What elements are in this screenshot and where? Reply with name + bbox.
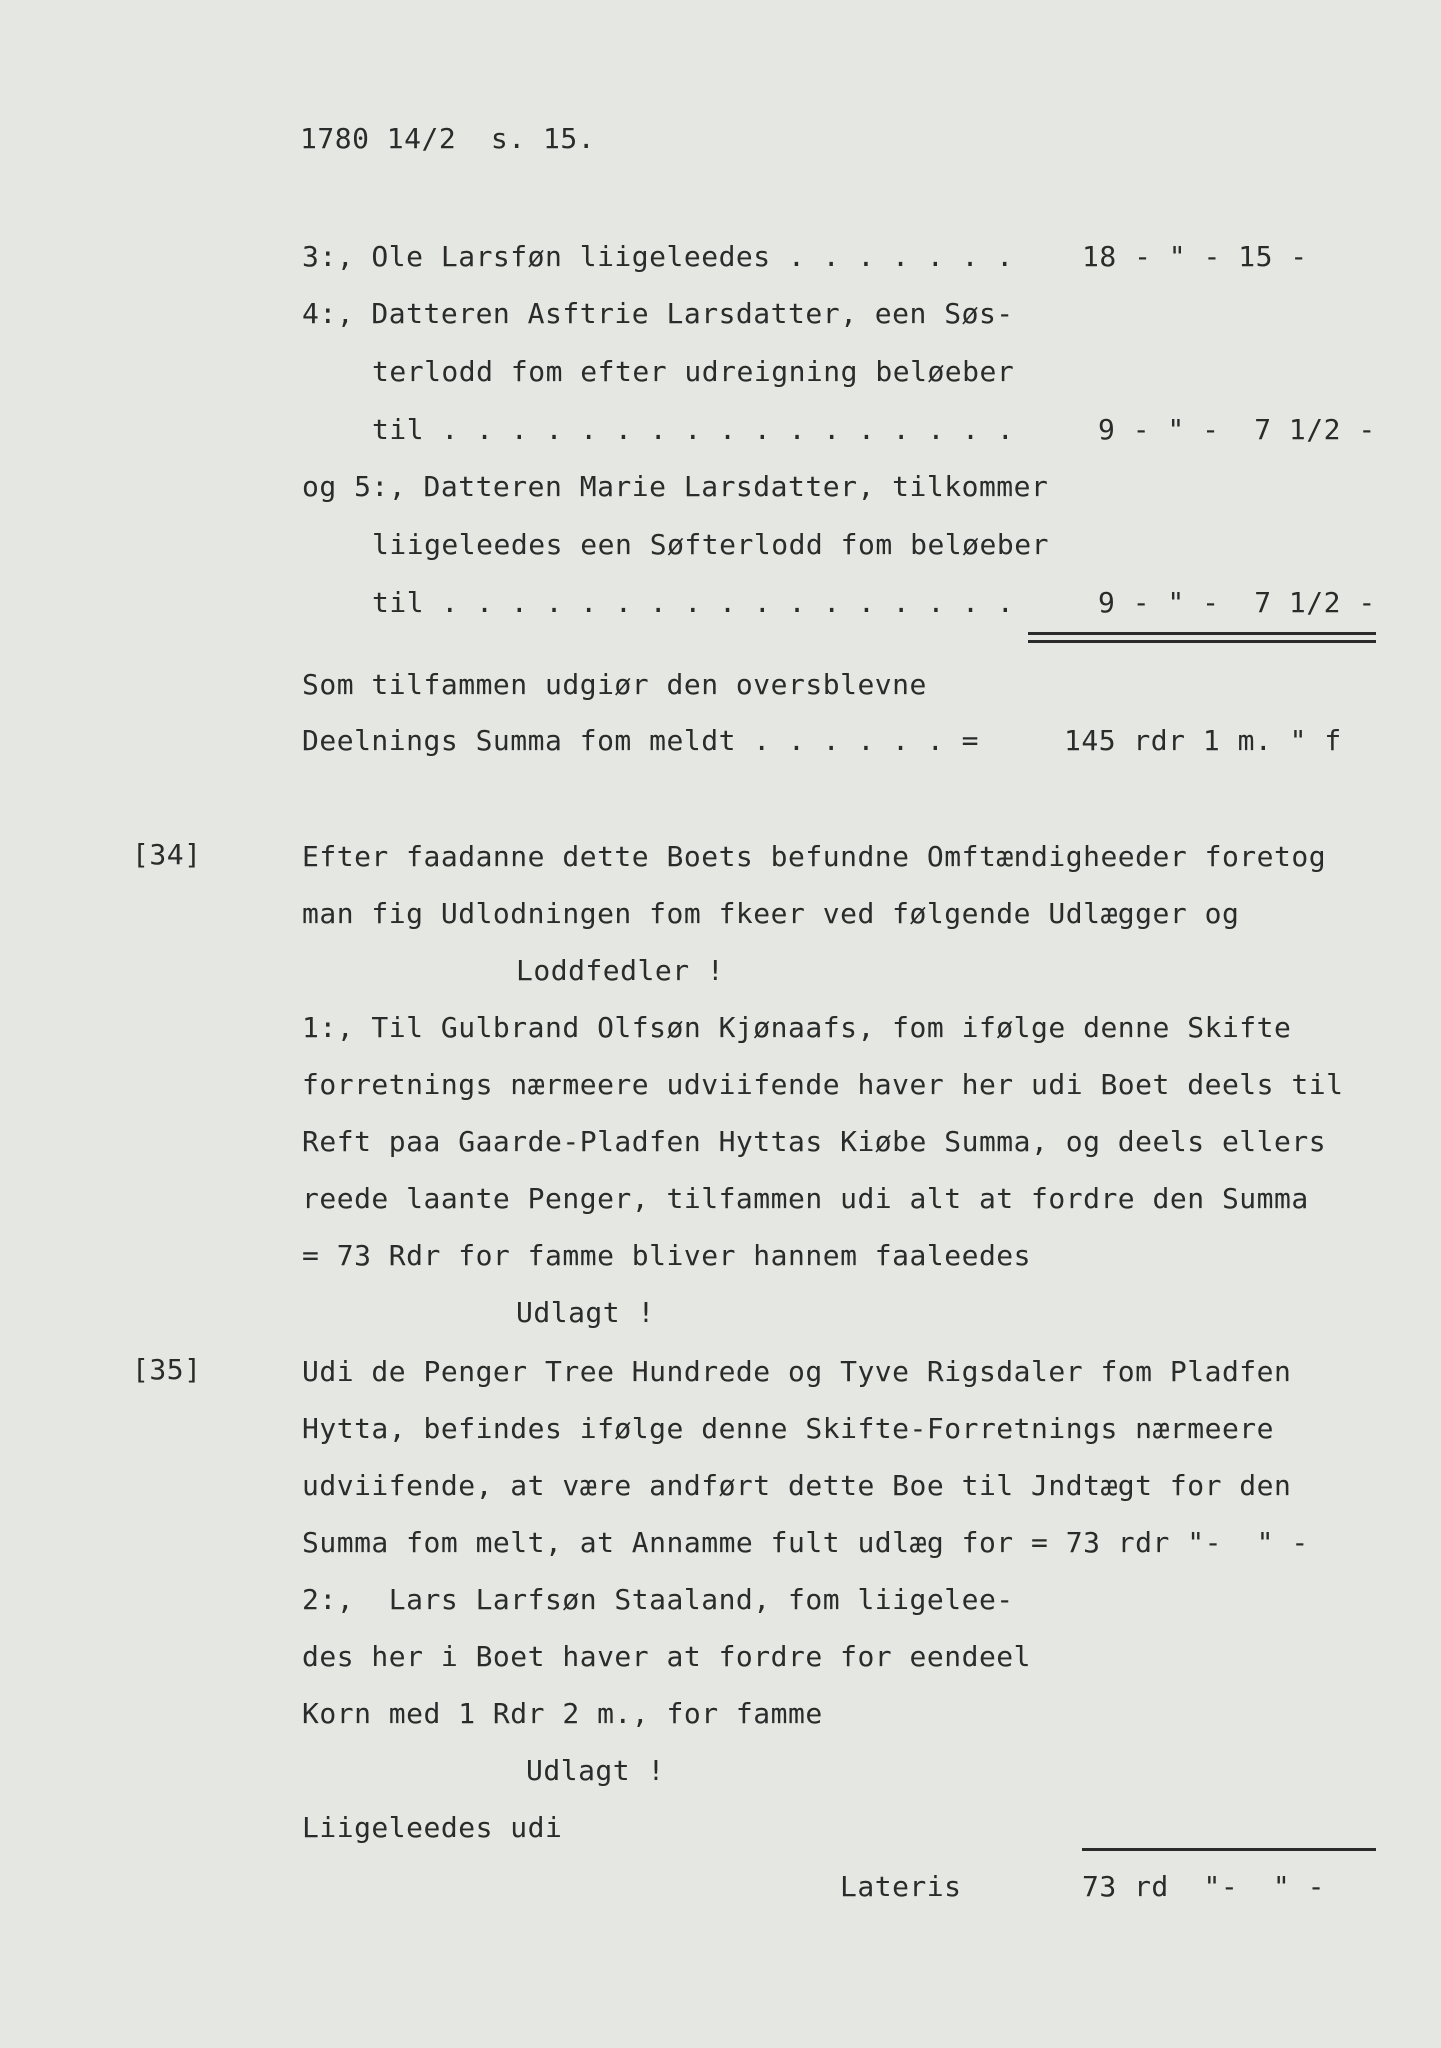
section-35-line-8: Udlagt ! — [526, 1754, 665, 1787]
line-6-text: liigeleedes een Søfterlodd fom beløeber — [372, 528, 1049, 561]
line-5-text: og 5:, Datteren Marie Larsdatter, tilkommer — [302, 470, 1049, 503]
section-34-line-9: Udlagt ! — [516, 1296, 655, 1329]
line-4-amount: 9 - " - 7 1/2 - — [1098, 413, 1376, 446]
line-9-text: Deelnings Summa fom meldt . . . . . . = — [302, 724, 979, 757]
section-34-line-7: reede laante Penger, tilfammen udi alt at fordre den Summa — [302, 1182, 1309, 1215]
section-34-line-2: man fig Udlodningen fom fkeer ved følgende Udlægger og — [302, 897, 1240, 930]
section-35-line-1: Udi de Penger Tree Hundrede og Tyve Rigsdaler fom Pladfen — [302, 1355, 1292, 1388]
section-34-line-6: Reft paa Gaarde-Pladfen Hyttas Kiøbe Summa, og deels ellers — [302, 1125, 1327, 1158]
line-7-amount: 9 - " - 7 1/2 - — [1098, 586, 1376, 619]
line-7-text: til . . . . . . . . . . . . . . . . . — [372, 586, 1015, 619]
section-34-line-8: = 73 Rdr for famme bliver hannem faaleedes — [302, 1239, 1032, 1272]
section-35-line-6: des her i Boet haver at fordre for eendeel — [302, 1640, 1032, 1673]
section-34-line-5: forretnings nærmeere udviifende haver her udi Boet deels til — [302, 1068, 1344, 1101]
section-34-line-1: Efter faadanne dette Boets befundne Omftændigheeder foretog — [302, 840, 1327, 873]
line-3-text: terlodd fom efter udreigning beløeber — [372, 355, 1015, 388]
lateris-rule — [1082, 1848, 1376, 1851]
line-2-text: 4:, Datteren Asftrie Larsdatter, een Søs- — [302, 297, 1014, 330]
section-34-line-3: Loddfedler ! — [516, 954, 725, 987]
line-9-amount: 145 rdr 1 m. " f — [1064, 724, 1342, 757]
section-35-marker: [35] — [132, 1353, 202, 1386]
section-35-line-5: 2:, Lars Larfsøn Staaland, fom liigelee- — [302, 1583, 1014, 1616]
line-1-amount: 18 - " - 15 - — [1082, 240, 1308, 273]
section-35-line-7: Korn med 1 Rdr 2 m., for famme — [302, 1697, 823, 1730]
sum-double-rule-bottom — [1028, 640, 1376, 643]
line-4-text: til . . . . . . . . . . . . . . . . . — [372, 413, 1015, 446]
section-35-line-9: Liigeleedes udi — [302, 1811, 563, 1844]
date-reference: 1780 14/2 s. 15. — [300, 122, 596, 155]
lateris-label: Lateris — [840, 1870, 962, 1903]
sum-double-rule-top — [1028, 632, 1376, 635]
lateris-total: 73 rd "- " - — [1082, 1870, 1326, 1903]
section-35-line-2: Hytta, befindes ifølge denne Skifte-Forretnings nærmeere — [302, 1412, 1275, 1445]
line-8-text: Som tilfammen udgiør den oversblevne — [302, 668, 927, 701]
section-34-marker: [34] — [132, 838, 202, 871]
section-34-line-4: 1:, Til Gulbrand Olfsøn Kjønaafs, fom ifølge denne Skifte — [302, 1011, 1292, 1044]
line-1-text: 3:, Ole Larsføn liigeleedes . . . . . . . — [302, 240, 1014, 273]
section-35-line-3: udviifende, at være andført dette Boe til Jndtægt for den — [302, 1469, 1292, 1502]
section-35-line-4: Summa fom melt, at Annamme fult udlæg for = 73 rdr "- " - — [302, 1526, 1309, 1559]
